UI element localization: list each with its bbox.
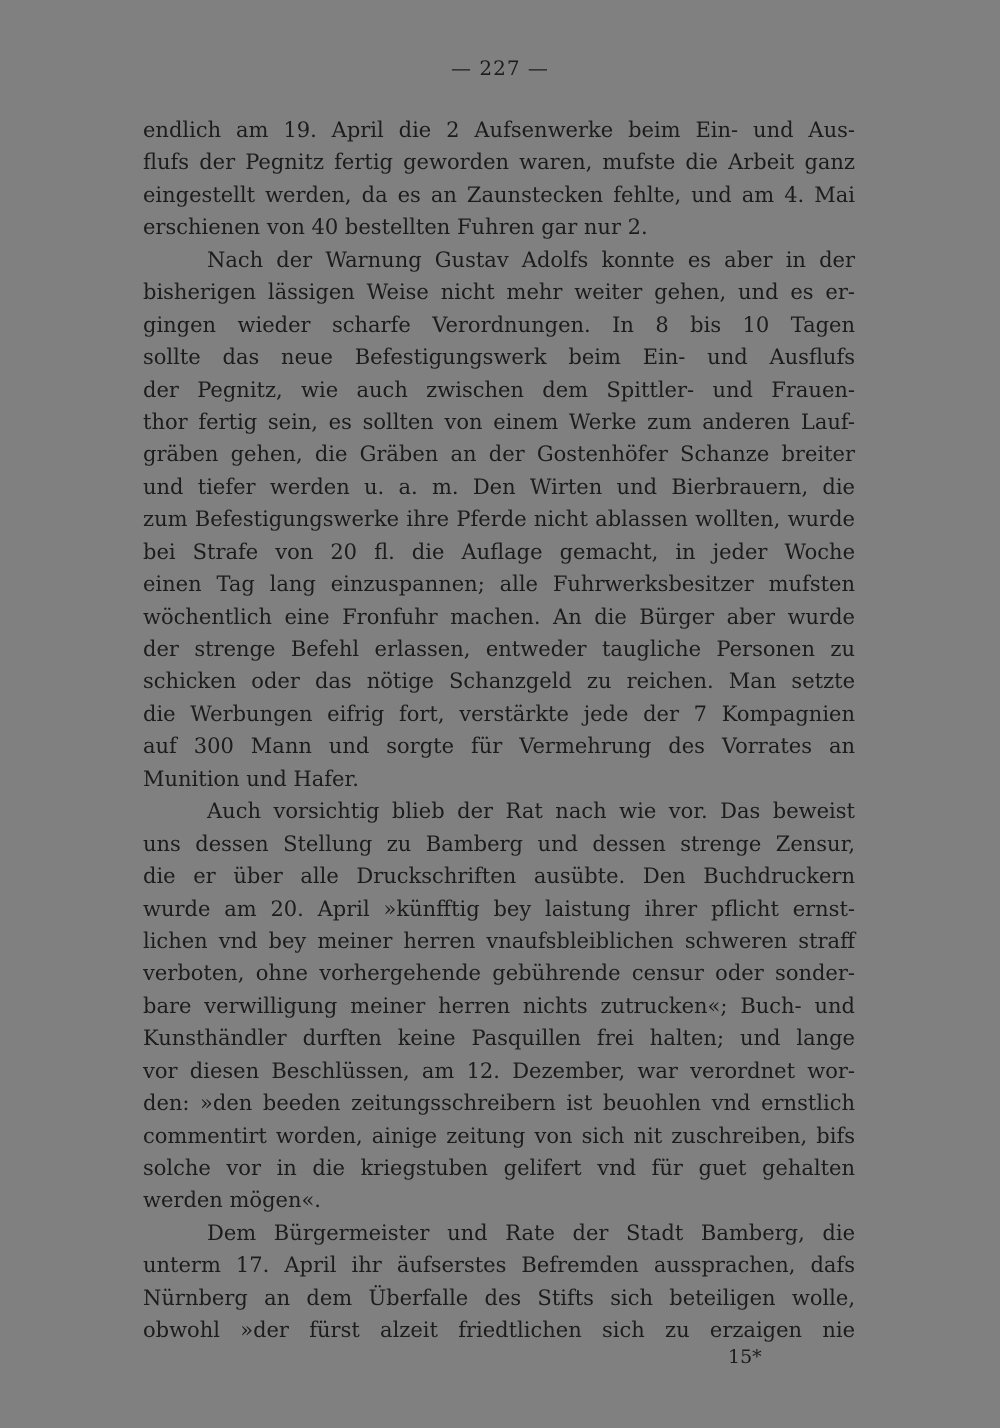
- text-line: lichen vnd bey meiner herren vnaufsbleiblichen schweren straff: [143, 928, 855, 953]
- text-line: den: »den beeden zeitungsschreibern ist beuohlen vnd ernstlich: [143, 1091, 855, 1116]
- text-line: gingen wieder scharfe Verordnungen. In 8 bis 10 Tagen: [143, 312, 855, 337]
- text-line: Nach der Warnung Gustav Adolfs konnte es aber in der: [207, 247, 855, 272]
- text-line: endlich am 19. April die 2 Aufsenwerke beim Ein- und Aus-: [143, 118, 855, 142]
- text-line: der strenge Befehl erlassen, entweder taugliche Personen zu: [143, 637, 855, 661]
- paragraph: [143, 1217, 855, 1347]
- text-line: auf 300 Mann und sorgte für Vermehrung des Vorrates an: [143, 734, 855, 759]
- text-line: erschienen von 40 bestellten Fuhren gar nur 2.: [143, 215, 648, 240]
- text-line: schicken oder das nötige Schanzgeld zu reichen. Man setzte: [143, 669, 855, 694]
- text-line: der Pegnitz, wie auch zwischen dem Spittler- und Frauen-: [143, 377, 855, 402]
- text-line: gräben gehen, die Gräben an der Gostenhöfer Schanze breiter: [143, 442, 855, 467]
- text-line: und tiefer werden u. a. m. Den Wirten und Bierbrauern, die: [143, 474, 855, 499]
- text-line: thor fertig sein, es sollten von einem Werke zum anderen Lauf-: [143, 409, 855, 434]
- text-line: die Werbungen eifrig fort, verstärkte jede der 7 Kompagnien: [143, 701, 855, 726]
- text-line: vor diesen Beschlüssen, am 12. Dezember, war verordnet wor-: [143, 1058, 855, 1083]
- text-line: zum Befestigungswerke ihre Pferde nicht ablassen wollten, wurde: [143, 507, 855, 532]
- text-line: unterm 17. April ihr äufserstes Befremden aussprachen, dafs: [143, 1253, 855, 1278]
- text-line: bisherigen lässigen Weise nicht mehr weiter gehen, und es er-: [143, 280, 855, 305]
- text-line: commentirt worden, ainige zeitung von sich nit zuschreiben, bifs: [143, 1123, 855, 1148]
- paragraph: [143, 244, 855, 795]
- body-text: [143, 114, 855, 1347]
- text-line: bare verwilligung meiner herren nichts zutrucken«; Buch- und: [143, 993, 855, 1018]
- text-line: Munition und Hafer.: [143, 766, 359, 791]
- signature-mark: 15*: [728, 1346, 762, 1368]
- text-line: solche vor in die kriegstuben gelifert vnd für guet gehalten: [143, 1156, 855, 1180]
- text-line: Kunsthändler durften keine Pasquillen frei halten; und lange: [143, 1026, 855, 1051]
- text-line: sollte das neue Befestigungswerk beim Ein- und Ausflufs: [143, 345, 855, 370]
- text-line: obwohl »der fürst alzeit friedtlichen sich zu erzaigen nie: [143, 1318, 855, 1343]
- text-line: flufs der Pegnitz fertig geworden waren, mufste die Arbeit ganz: [143, 150, 855, 175]
- text-line: werden mögen«.: [143, 1188, 321, 1213]
- text-line: Nürnberg an dem Überfalle des Stifts sich beteiligen wolle,: [143, 1285, 855, 1310]
- text-line: Auch vorsichtig blieb der Rat nach wie vor. Das beweist: [207, 799, 855, 824]
- text-line: verboten, ohne vorhergehende gebührende censur oder sonder-: [143, 961, 855, 986]
- text-line: bei Strafe von 20 fl. die Auflage gemacht, in jeder Woche: [143, 539, 855, 564]
- page-number: — 227 —: [451, 56, 549, 80]
- text-line: Dem Bürgermeister und Rate der Stadt Bamberg, die: [207, 1220, 855, 1245]
- paragraph: [143, 795, 855, 1217]
- text-line: uns dessen Stellung zu Bamberg und dessen strenge Zensur,: [143, 831, 855, 856]
- paragraph: [143, 114, 855, 244]
- text-line: einen Tag lang einzuspannen; alle Fuhrwerksbesitzer mufsten: [143, 572, 855, 597]
- text-line: wurde am 20. April »künfftig bey laistung ihrer pflicht ernst-: [143, 896, 855, 921]
- text-line: die er über alle Druckschriften ausübte. Den Buchdruckern: [143, 864, 855, 889]
- text-line: eingestellt werden, da es an Zaunstecken fehlte, und am 4. Mai: [143, 182, 855, 207]
- text-line: wöchentlich eine Fronfuhr machen. An die Bürger aber wurde: [143, 604, 855, 629]
